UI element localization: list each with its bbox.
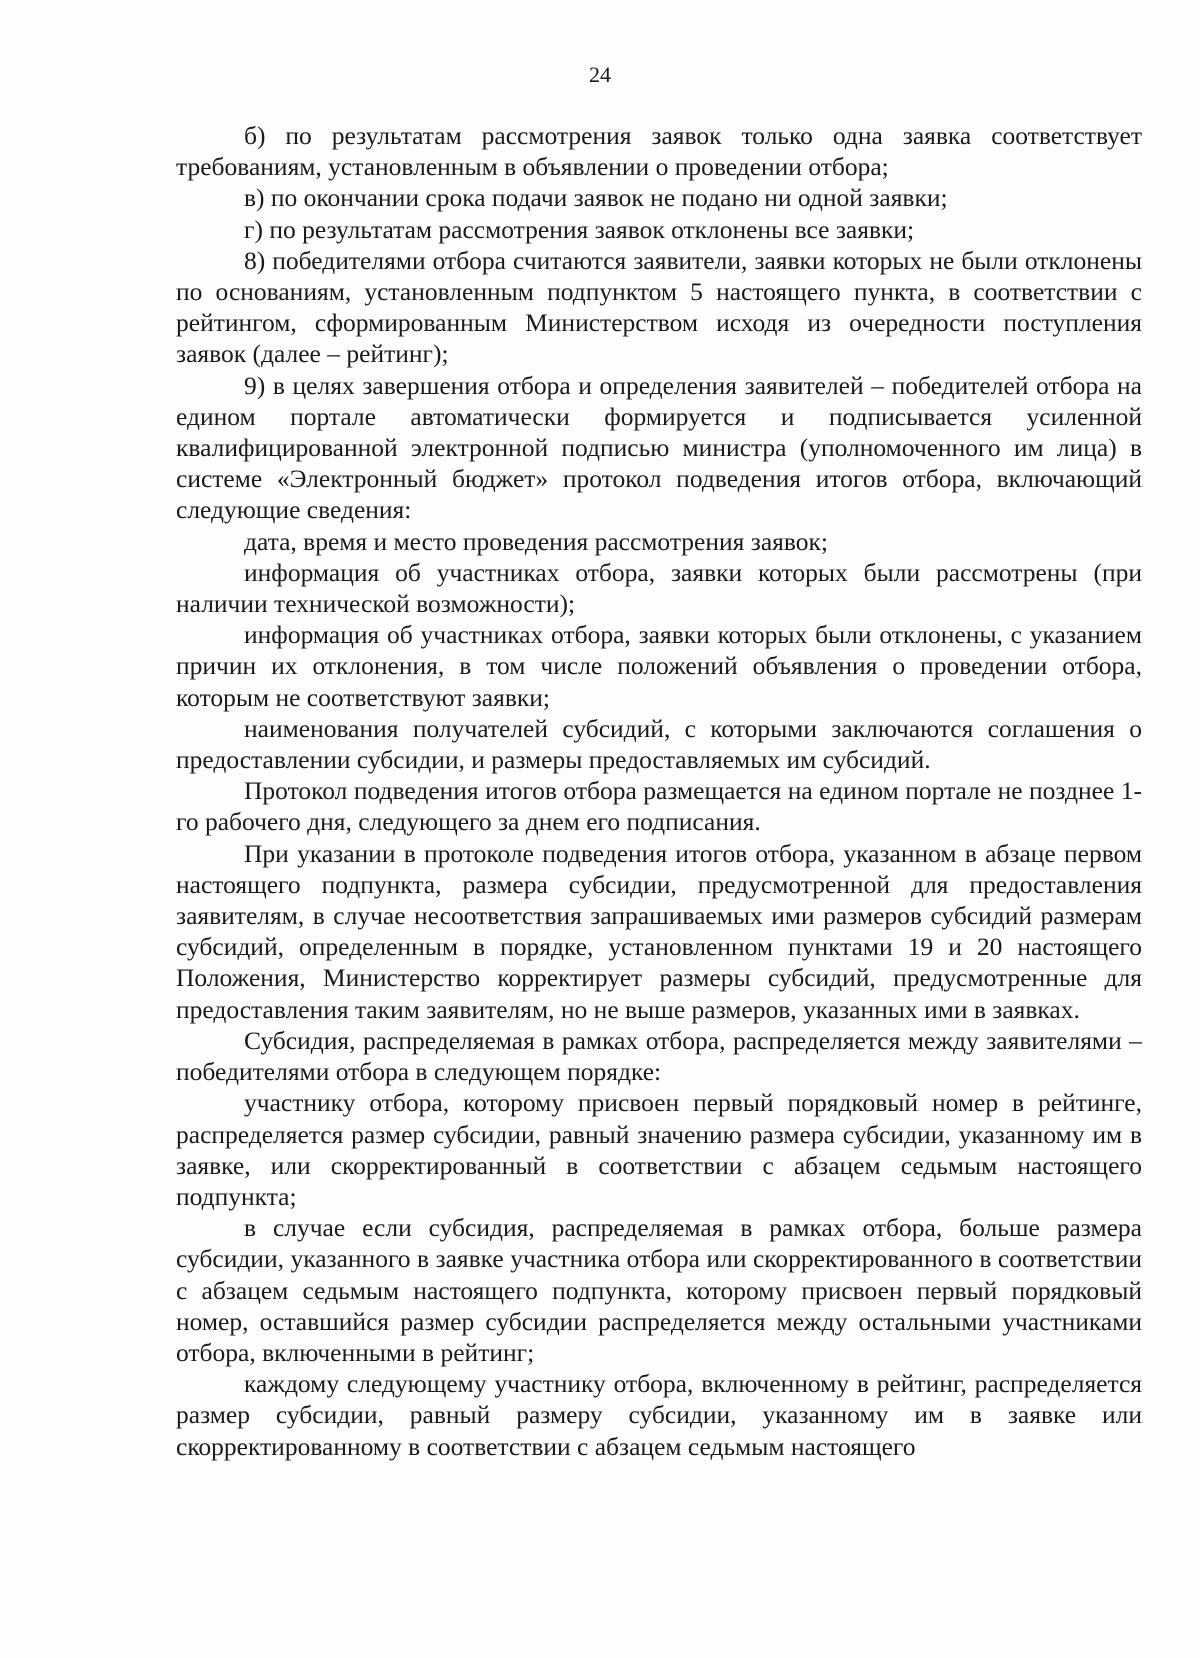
page-number: 24 bbox=[589, 62, 611, 87]
paragraph: б) по результатам рассмотрения заявок только одна заявка соответствует требованиям, установленным в объявлении о проведении отбора; bbox=[176, 121, 1142, 182]
paragraph: информация об участниках отбора, заявки которых были отклонены, с указанием причин их отклонения, в том числе положений объявления о проведении отбора, которым не соответствуют заявки; bbox=[176, 620, 1142, 712]
paragraph: Протокол подведения итогов отбора размещается на едином портале не позднее 1-го рабочего дня, следующего за днем его подписания. bbox=[176, 776, 1142, 837]
paragraph: дата, время и место проведения рассмотрения заявок; bbox=[244, 526, 828, 556]
paragraph: Субсидия, распределяемая в рамках отбора, распределяется между заявителями – победителями отбора в следующем порядке: bbox=[176, 1025, 1142, 1087]
paragraph: информация об участниках отбора, заявки которых были рассмотрены (при наличии технической возможности); bbox=[176, 557, 1142, 619]
paragraph: участнику отбора, которому присвоен первый порядковый номер в рейтинге, распределяется размер субсидии, равный значению размера субсидии, указанному им в заявке, или скорректированный в соответствии с абзацем седьмым настоящего подпункта; bbox=[176, 1088, 1142, 1211]
paragraph: При указании в протоколе подведения итогов отбора, указанном в абзаце первом настоящего подпункта, размера субсидии, предусмотренной для предоставления заявителям, в случае несоответствия запрашиваемых ими размеров субсидий размерам субсидий, определенным в порядке, установленном пунктами 19 и 20 настоящего Положения, Министерство корректирует размеры субсидий, предусмотренные для предоставления таким заявителям, но не выше размеров, указанных ими в заявках. bbox=[176, 838, 1142, 1024]
paragraph: 9) в целях завершения отбора и определения заявителей – победителей отбора на едином портале автоматически формируется и подписывается усиленной квалифицированной электронной подписью министра (уполномоченного им лица) в системе «Электронный бюджет» протокол подведения итогов отбора, включающий следующие сведения: bbox=[176, 370, 1142, 525]
paragraph: 8) победителями отбора считаются заявители, заявки которых не были отклонены по основаниям, установленным подпунктом 5 настоящего пункта, в соответствии с рейтингом, сформированным Министерством исходя из очередности поступления заявок (далее – рейтинг); bbox=[176, 245, 1142, 369]
paragraph: г) по результатам рассмотрения заявок отклонены все заявки; bbox=[244, 214, 915, 244]
paragraph: наименования получателей субсидий, с которыми заключаются соглашения о предоставлении субсидии, и размеры предоставляемых им субсидий. bbox=[176, 713, 1142, 775]
paragraph: в случае если субсидия, распределяемая в рамках отбора, больше размера субсидии, указанного в заявке участника отбора или скорректированного в соответствии с абзацем седьмым настоящего подпункта, которому присвоен первый порядковый номер, оставшийся размер субсидии распределяется между остальными участниками отбора, включенными в рейтинг; bbox=[176, 1213, 1142, 1367]
paragraph: в) по окончании срока подачи заявок не подано ни одной заявки; bbox=[244, 183, 948, 213]
document-body bbox=[176, 120, 1142, 1462]
paragraph: каждому следующему участнику отбора, включенному в рейтинг, распределяется размер субсидии, равный размеру субсидии, указанному им в заявке или скорректированному в соответствии с абзацем седьмым настоящего bbox=[176, 1369, 1142, 1461]
